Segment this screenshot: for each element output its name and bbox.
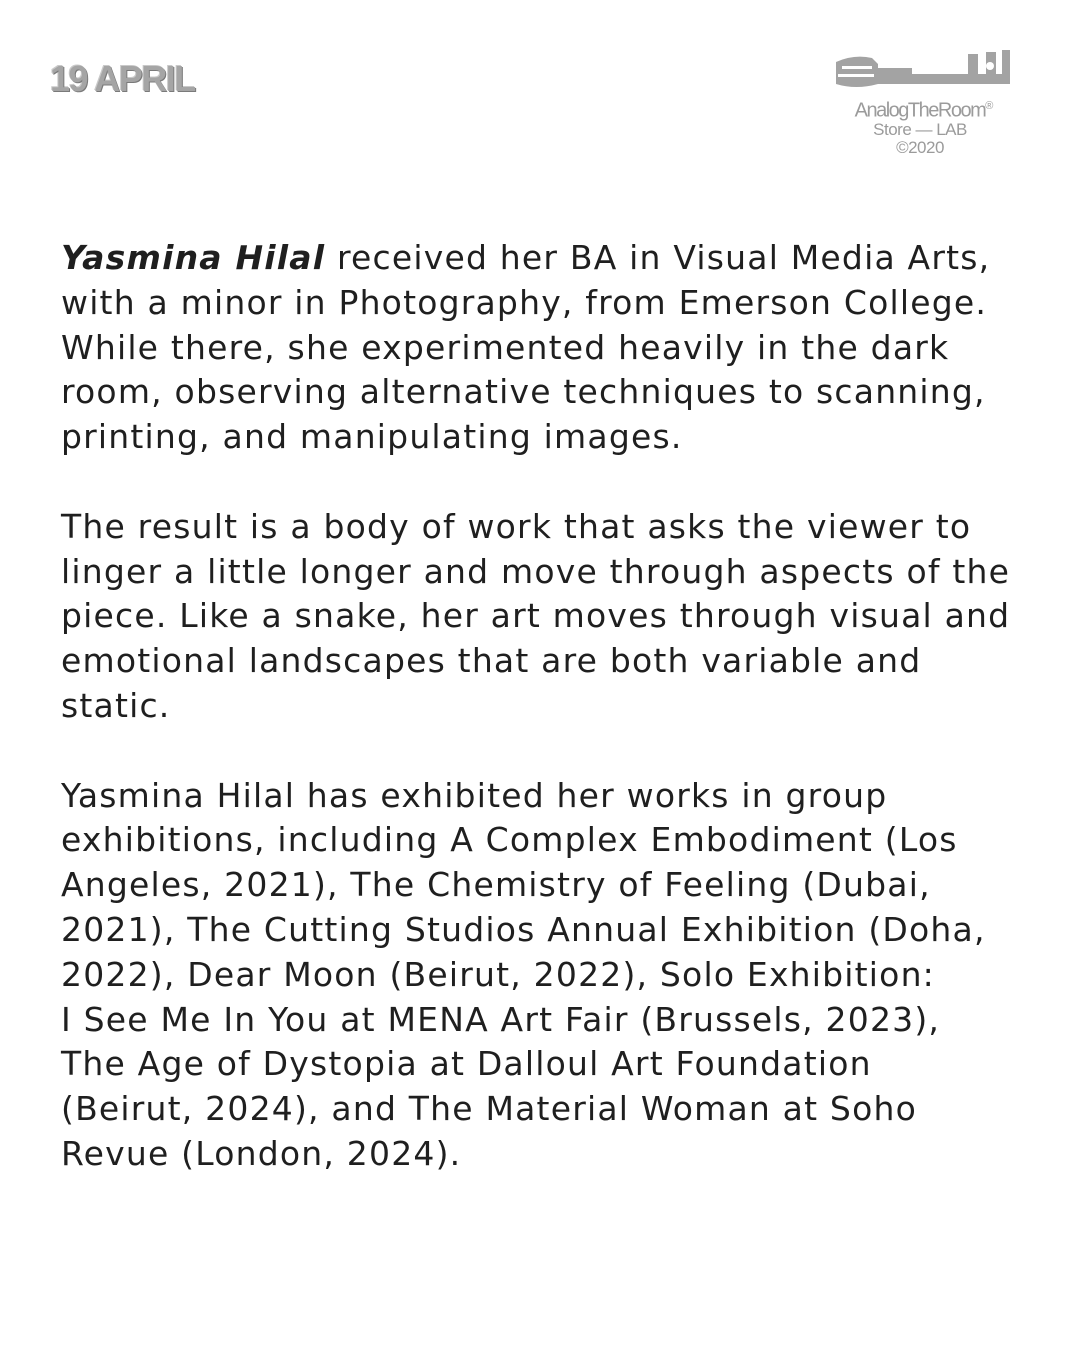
bio-paragraph-1: Yasmina Hilal received her BA in Visual Media Arts, with a minor in Photography, from Emerson College. While there, she experimented heavily in the dark room, observing alternative techniques to scanning, printing, and manipulating images. [61, 238, 991, 457]
logo-wordmark: AnalogTheRoom® [854, 99, 994, 122]
bio-text [61, 236, 1051, 1222]
logo-copyright: ©2020 [896, 137, 944, 157]
logo-mark-icon [832, 48, 1012, 96]
logo-subtitle: Store — LAB [873, 119, 967, 139]
artist-name: Yasmina Hilal [61, 238, 326, 277]
analog-the-room-logo [828, 48, 1012, 158]
date-label: 19 APRIL [50, 58, 195, 99]
bio-paragraph-2: The result is a body of work that asks the viewer to linger a little longer and move through aspects of the piece. Like a snake, her art moves through visual and emotional landscapes that are both variable and static. [61, 506, 1011, 725]
bio-paragraph-3: Yasmina Hilal has exhibited her works in group exhibitions, including A Complex Embodiment (Los Angeles, 2021), The Chemistry of Feeling (Dubai, 2021), The Cutting Studios Annual Exhibition (Doha, 2022), Dear Moon (Beirut, 2022), Solo Exhibition: I See Me In You at MENA Art Fair (Brussels, 2023), The Age of Dystopia at Dalloul Art Foundation (Beirut, 2024), and The Material Woman at Soho Revue (London, 2024). [61, 775, 986, 1173]
